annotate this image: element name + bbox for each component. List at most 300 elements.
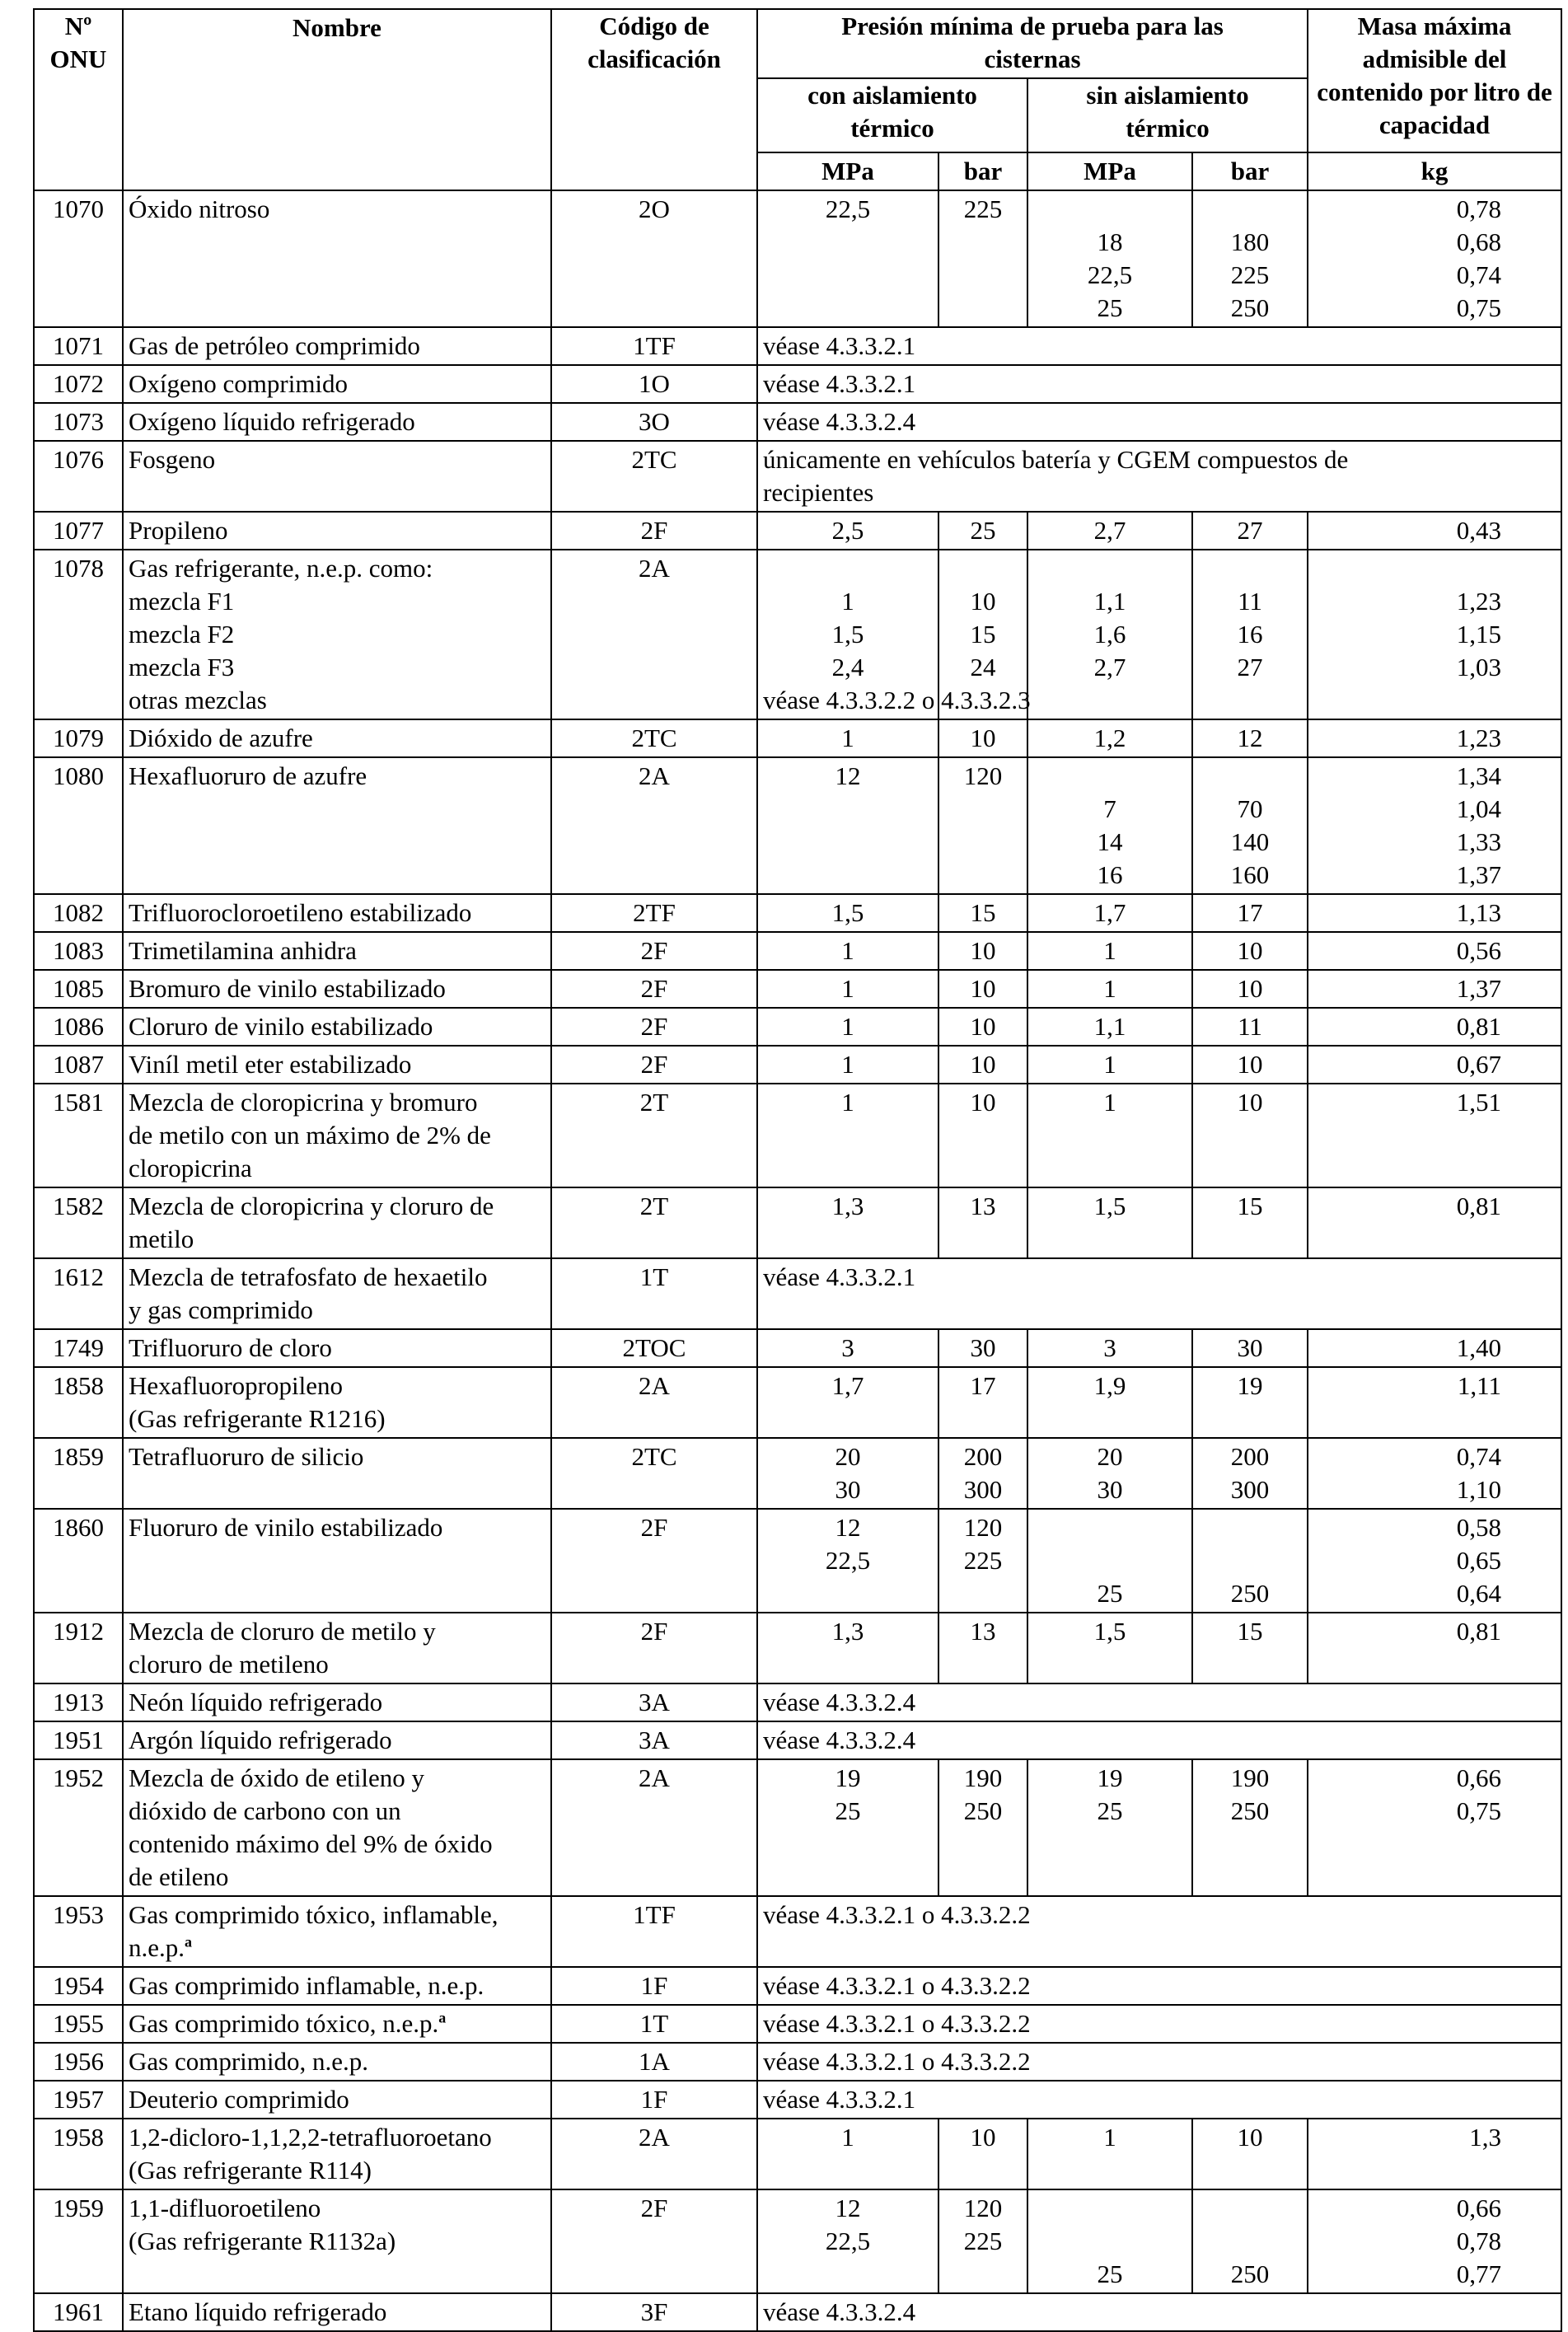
un-number: 1749 <box>34 1329 123 1367</box>
bar-without-insulation-line: 250 <box>1230 293 1270 322</box>
bar-with-insulation <box>938 1438 1027 1509</box>
bar-without-insulation <box>1192 512 1308 550</box>
max-mass-kg <box>1308 719 1561 757</box>
substance-name <box>123 970 551 1008</box>
substance-name <box>123 2189 551 2293</box>
mpa-without-insulation-line: 1,9 <box>1093 1371 1126 1400</box>
un-number: 1912 <box>34 1613 123 1683</box>
substance-name-line: Gas comprimido tóxico, inflamable, <box>129 1900 498 1929</box>
max-mass-kg-line: 0,74 <box>1456 260 1501 289</box>
bar-without-insulation-line <box>1198 1511 1302 1544</box>
substance-name-line: contenido máximo del 9% de óxido <box>129 1829 493 1858</box>
table-row <box>34 1721 1561 1759</box>
max-mass-kg-line: 0,78 <box>1456 2227 1501 2255</box>
reference-note-line: recipientes <box>763 478 874 507</box>
table-row <box>34 327 1561 365</box>
bar-without-insulation <box>1192 1613 1308 1683</box>
substance-name-line: 1,1-difluoroetileno <box>129 2194 321 2222</box>
classification-code: 2T <box>551 1084 757 1187</box>
bar-without-insulation-line: 10 <box>1237 2123 1263 2152</box>
substance-name-line: dióxido de carbono con un <box>129 1796 401 1825</box>
un-number: 1954 <box>34 1967 123 2005</box>
max-mass-kg-line: 0,66 <box>1456 1763 1501 1792</box>
mpa-without-insulation-line: 2,7 <box>1093 653 1126 681</box>
mpa-without-insulation-line: 1 <box>1103 2123 1116 2152</box>
substance-name-line: Trimetilamina anhidra <box>129 936 357 965</box>
bar-with-insulation-line: 10 <box>970 2123 996 2152</box>
bar-with-insulation-line: 10 <box>970 1012 996 1041</box>
mpa-without-insulation-line <box>1033 2192 1187 2225</box>
substance-name <box>123 1187 551 1258</box>
bar-without-insulation-line <box>1198 2192 1302 2225</box>
document-page <box>33 8 1561 2332</box>
header-name: Nombre <box>123 9 551 190</box>
max-mass-kg-line: 1,10 <box>1456 1475 1501 1504</box>
reference-note <box>757 403 1561 441</box>
bar-with-insulation-line: 30 <box>970 1333 996 1362</box>
substance-name-line: Fluoruro de vinilo estabilizado <box>129 1513 443 1542</box>
bar-with-insulation-line <box>944 552 1022 585</box>
max-mass-kg <box>1308 1367 1561 1438</box>
mpa-with-insulation <box>757 932 938 970</box>
bar-with-insulation <box>938 1367 1027 1438</box>
bar-without-insulation-line: 10 <box>1237 936 1263 965</box>
mpa-with-insulation <box>757 1046 938 1084</box>
max-mass-kg <box>1308 2189 1561 2293</box>
max-mass-kg-line: 0,65 <box>1456 1546 1501 1575</box>
mpa-with-insulation-line: 1 <box>841 587 854 616</box>
un-number: 1951 <box>34 1721 123 1759</box>
mpa-with-insulation-line: 1 <box>841 723 854 752</box>
un-number: 1957 <box>34 2081 123 2119</box>
max-mass-kg-line: 0,43 <box>1456 516 1501 545</box>
mpa-with-insulation <box>757 719 938 757</box>
reference-note-line: únicamente en vehículos batería y CGEM compuestos de <box>763 445 1349 474</box>
classification-code: 1A <box>551 2043 757 2081</box>
bar-without-insulation <box>1192 1084 1308 1187</box>
substance-name-line: Bromuro de vinilo estabilizado <box>129 974 446 1003</box>
bar-without-insulation <box>1192 1046 1308 1084</box>
max-mass-kg-line: 1,51 <box>1456 1088 1501 1117</box>
substance-name <box>123 190 551 327</box>
header-kg: kg <box>1308 152 1561 190</box>
classification-code: 1TF <box>551 327 757 365</box>
mpa-with-insulation-line: 1,5 <box>831 620 864 649</box>
max-mass-kg-line: 0,81 <box>1456 1012 1501 1041</box>
substance-name-line: 1,2-dicloro-1,1,2,2-tetrafluoroetano <box>129 2123 492 2152</box>
mpa-without-insulation <box>1027 190 1192 327</box>
reference-note <box>757 1721 1561 1759</box>
substance-name-line: cloropicrina <box>129 1154 252 1182</box>
substance-name-line: Mezcla de cloropicrina y bromuro <box>129 1088 478 1117</box>
mpa-with-insulation-line: 22,5 <box>825 2227 871 2255</box>
table-row <box>34 1008 1561 1046</box>
substance-name <box>123 403 551 441</box>
substance-name-line: n.e.p.$^a$ <box>129 1933 193 1962</box>
mpa-with-insulation-line <box>763 1577 933 1610</box>
mpa-with-insulation <box>757 1759 938 1896</box>
table-row <box>34 365 1561 403</box>
substance-name <box>123 1759 551 1896</box>
header-pressure: Presión mínima de prueba para las cisternas <box>757 9 1308 78</box>
substance-name <box>123 2119 551 2189</box>
mpa-without-insulation-line: 20 <box>1097 1442 1123 1471</box>
max-mass-kg-line: 0,64 <box>1456 1579 1501 1608</box>
substance-name-line: (Gas refrigerante R114) <box>129 2156 372 2184</box>
substance-name <box>123 932 551 970</box>
table-row <box>34 2119 1561 2189</box>
bar-without-insulation-line: 27 <box>1237 516 1263 545</box>
max-mass-kg <box>1308 1084 1561 1187</box>
mpa-with-insulation-line: 20 <box>835 1442 861 1471</box>
reference-note-line: véase 4.3.3.2.4 <box>763 1688 916 1716</box>
substance-name <box>123 1008 551 1046</box>
table-row <box>34 441 1561 512</box>
header-bar-with: bar <box>938 152 1027 190</box>
mpa-without-insulation-line: 1 <box>1103 1050 1116 1079</box>
bar-with-insulation <box>938 512 1027 550</box>
mpa-with-insulation-line <box>763 292 933 325</box>
classification-code: 2F <box>551 1613 757 1683</box>
bar-with-insulation <box>938 1084 1027 1187</box>
substance-name <box>123 365 551 403</box>
un-number: 1076 <box>34 441 123 512</box>
mpa-with-insulation-line: 12 <box>835 1513 861 1542</box>
table-row <box>34 2043 1561 2081</box>
substance-name <box>123 2293 551 2331</box>
max-mass-kg-line: 1,13 <box>1456 898 1501 927</box>
substance-name <box>123 719 551 757</box>
table-row <box>34 1367 1561 1438</box>
mpa-with-insulation-line: 22,5 <box>825 194 871 223</box>
mpa-with-insulation-line: 1 <box>841 1088 854 1117</box>
reference-note-line: véase 4.3.3.2.1 <box>763 2085 916 2114</box>
max-mass-kg <box>1308 894 1561 932</box>
un-number: 1071 <box>34 327 123 365</box>
bar-without-insulation <box>1192 1008 1308 1046</box>
mpa-with-insulation-line: 1 <box>841 1012 854 1041</box>
un-number: 1079 <box>34 719 123 757</box>
mpa-with-insulation-line <box>763 826 933 859</box>
substance-name <box>123 1329 551 1367</box>
substance-name <box>123 1721 551 1759</box>
classification-code: 2F <box>551 2189 757 2293</box>
un-number: 1958 <box>34 2119 123 2189</box>
substance-name-line: Viníl metil eter estabilizado <box>129 1050 412 1079</box>
reference-note-line: véase 4.3.3.2.1 o 4.3.3.2.2 <box>763 1900 1031 1929</box>
header-bar-without: bar <box>1192 152 1308 190</box>
substance-name-line: mezcla F1 <box>129 587 235 616</box>
bar-with-insulation-line: 13 <box>970 1192 996 1220</box>
bar-with-insulation-line: 120 <box>963 2194 1003 2222</box>
mpa-without-insulation-line: 30 <box>1097 1475 1123 1504</box>
bar-with-insulation-line: 225 <box>963 2227 1003 2255</box>
un-number: 1859 <box>34 1438 123 1509</box>
un-number: 1955 <box>34 2005 123 2043</box>
mpa-with-insulation-line: 1 <box>841 1050 854 1079</box>
mpa-without-insulation-line: 18 <box>1097 227 1123 256</box>
mpa-with-insulation <box>757 2189 938 2293</box>
table-row <box>34 550 1561 719</box>
classification-code: 1F <box>551 2081 757 2119</box>
classification-code: 2T <box>551 1187 757 1258</box>
un-number: 1072 <box>34 365 123 403</box>
mpa-without-insulation <box>1027 757 1192 894</box>
mpa-without-insulation-line: 25 <box>1097 2259 1123 2288</box>
substance-name-line: Gas comprimido tóxico, n.e.p.$^a$ <box>129 2009 447 2038</box>
bar-with-insulation <box>938 719 1027 757</box>
substance-name-line: (Gas refrigerante R1216) <box>129 1404 386 1433</box>
mpa-without-insulation-line: 3 <box>1103 1333 1116 1362</box>
bar-with-insulation <box>938 970 1027 1008</box>
bar-with-insulation <box>938 190 1027 327</box>
bar-with-insulation <box>938 1509 1027 1613</box>
mpa-without-insulation <box>1027 512 1192 550</box>
table-row <box>34 2293 1561 2331</box>
substance-name-line: Mezcla de tetrafosfato de hexaetilo <box>129 1262 488 1291</box>
bar-with-insulation-line: 25 <box>970 516 996 545</box>
mpa-with-insulation <box>757 1329 938 1367</box>
substance-name <box>123 1438 551 1509</box>
mpa-with-insulation <box>757 1438 938 1509</box>
substance-name <box>123 1046 551 1084</box>
reference-note <box>757 1896 1561 1967</box>
reference-note-line: véase 4.3.3.2.1 <box>763 1262 916 1291</box>
classification-code: 2TC <box>551 1438 757 1509</box>
bar-without-insulation <box>1192 2189 1308 2293</box>
mpa-without-insulation-line: 25 <box>1097 1796 1123 1825</box>
table-row <box>34 970 1561 1008</box>
mpa-without-insulation-line: 22,5 <box>1087 260 1133 289</box>
bar-without-insulation <box>1192 1329 1308 1367</box>
table-row <box>34 719 1561 757</box>
bar-with-insulation-line <box>944 1577 1022 1610</box>
table-row <box>34 1258 1561 1329</box>
mpa-without-insulation-line <box>1033 760 1187 793</box>
mpa-without-insulation <box>1027 1509 1192 1613</box>
substance-name <box>123 550 551 719</box>
classification-code: 3A <box>551 1721 757 1759</box>
max-mass-kg-line: 1,37 <box>1456 974 1501 1003</box>
substance-name-line: mezcla F3 <box>129 653 235 681</box>
bar-without-insulation-line: 10 <box>1237 1050 1263 1079</box>
reference-note-line: véase 4.3.3.2.1 <box>763 331 916 360</box>
mpa-with-insulation-line: 2,4 <box>831 653 864 681</box>
header-code: Código de clasificación <box>551 9 757 190</box>
mpa-with-insulation-line: 22,5 <box>825 1546 871 1575</box>
substance-name-line: mezcla F2 <box>129 620 235 649</box>
un-number: 1080 <box>34 757 123 894</box>
mpa-with-insulation-line: 1 <box>841 2123 854 2152</box>
reference-note <box>757 2293 1561 2331</box>
substance-name <box>123 1967 551 2005</box>
bar-with-insulation <box>938 932 1027 970</box>
classification-code: 1F <box>551 1967 757 2005</box>
substance-name-line: Dióxido de azufre <box>129 723 313 752</box>
mpa-without-insulation <box>1027 719 1192 757</box>
substance-name-line: Trifluorocloroetileno estabilizado <box>129 898 472 927</box>
max-mass-kg-line: 1,3 <box>1469 2123 1501 2152</box>
classification-code: 2F <box>551 932 757 970</box>
un-number: 1956 <box>34 2043 123 2081</box>
substance-name <box>123 757 551 894</box>
bar-with-insulation-line: 13 <box>970 1617 996 1646</box>
un-number: 1952 <box>34 1759 123 1896</box>
bar-without-insulation-line: 70 <box>1237 794 1263 823</box>
mpa-without-insulation <box>1027 1187 1192 1258</box>
mpa-without-insulation-line: 1,1 <box>1093 587 1126 616</box>
bar-with-insulation <box>938 1759 1027 1896</box>
mpa-with-insulation <box>757 1187 938 1258</box>
un-number: 1077 <box>34 512 123 550</box>
table-body <box>34 190 1561 2331</box>
substance-name <box>123 2043 551 2081</box>
max-mass-kg-line: 1,33 <box>1456 827 1501 856</box>
un-number: 1582 <box>34 1187 123 1258</box>
max-mass-kg-line: 0,81 <box>1456 1617 1501 1646</box>
bar-without-insulation-line: 16 <box>1237 620 1263 649</box>
max-mass-kg-line: 1,34 <box>1456 761 1501 790</box>
mpa-without-insulation-line: 1 <box>1103 1088 1116 1117</box>
classification-code: 3F <box>551 2293 757 2331</box>
bar-with-insulation-line <box>944 292 1022 325</box>
classification-code: 2TF <box>551 894 757 932</box>
classification-code: 2A <box>551 757 757 894</box>
mpa-with-insulation-line <box>763 793 933 826</box>
bar-with-insulation-line: 15 <box>970 620 996 649</box>
mpa-with-insulation-line: 12 <box>835 2194 861 2222</box>
reference-note <box>757 1258 1561 1329</box>
max-mass-kg <box>1308 550 1561 719</box>
substance-name-line: Oxígeno comprimido <box>129 369 349 398</box>
max-mass-kg <box>1308 1438 1561 1509</box>
classification-code: 1T <box>551 1258 757 1329</box>
mpa-without-insulation <box>1027 1046 1192 1084</box>
mpa-with-insulation <box>757 894 938 932</box>
footnote-marker: a <box>185 1933 193 1950</box>
bar-without-insulation-line: 15 <box>1237 1192 1263 1220</box>
reference-note-line: véase 4.3.3.2.1 o 4.3.3.2.2 <box>763 2009 1031 2038</box>
substance-name <box>123 1084 551 1187</box>
max-mass-kg-line: 0,58 <box>1456 1513 1501 1542</box>
substance-name-line: Óxido nitroso <box>129 194 270 223</box>
bar-with-insulation-line <box>944 2258 1022 2291</box>
mpa-without-insulation <box>1027 932 1192 970</box>
bar-with-insulation-line: 15 <box>970 898 996 927</box>
reference-note-line: véase 4.3.3.2.4 <box>763 2297 916 2326</box>
un-number: 1083 <box>34 932 123 970</box>
substance-name <box>123 1683 551 1721</box>
mpa-without-insulation <box>1027 1613 1192 1683</box>
mpa-without-insulation-line: 14 <box>1097 827 1123 856</box>
max-mass-kg-line: 1,23 <box>1456 723 1501 752</box>
max-mass-kg <box>1308 2119 1561 2189</box>
bar-without-insulation-line: 160 <box>1230 860 1270 889</box>
un-number: 1961 <box>34 2293 123 2331</box>
mpa-without-insulation-line: 25 <box>1097 293 1123 322</box>
max-mass-kg-line: 0,67 <box>1456 1050 1501 1079</box>
mpa-with-insulation-line <box>763 259 933 292</box>
substance-name-line: Mezcla de cloruro de metilo y <box>129 1617 436 1646</box>
max-mass-kg-line: 0,74 <box>1456 1442 1501 1471</box>
max-mass-kg <box>1308 190 1561 327</box>
un-number: 1953 <box>34 1896 123 1967</box>
mpa-with-insulation <box>757 1084 938 1187</box>
reference-note-line: véase 4.3.3.2.4 <box>763 407 916 436</box>
classification-code: 2A <box>551 1759 757 1896</box>
substance-name-line: otras mezclas <box>129 686 267 714</box>
bar-with-insulation-line: 10 <box>970 1050 996 1079</box>
mpa-with-insulation-line: 1 <box>841 974 854 1003</box>
bar-without-insulation-line: 225 <box>1230 260 1270 289</box>
bar-without-insulation-line: 17 <box>1237 898 1263 927</box>
bar-without-insulation-line: 250 <box>1230 1796 1270 1825</box>
mpa-without-insulation-line <box>1033 1544 1187 1577</box>
substance-name-line: Deuterio comprimido <box>129 2085 349 2114</box>
bar-with-insulation <box>938 1187 1027 1258</box>
bar-with-insulation <box>938 894 1027 932</box>
classification-code: 1TF <box>551 1896 757 1967</box>
mpa-with-insulation <box>757 190 938 327</box>
mpa-with-insulation <box>757 1509 938 1613</box>
substance-name <box>123 441 551 512</box>
substance-name-line: de etileno <box>129 1862 229 1891</box>
table-row <box>34 894 1561 932</box>
bar-without-insulation-line: 140 <box>1230 827 1270 856</box>
bar-with-insulation <box>938 1613 1027 1683</box>
mpa-with-insulation-line: 30 <box>835 1475 861 1504</box>
max-mass-kg <box>1308 970 1561 1008</box>
bar-without-insulation <box>1192 757 1308 894</box>
bar-with-insulation-line: 10 <box>970 974 996 1003</box>
substance-name-line: Cloruro de vinilo estabilizado <box>129 1012 433 1041</box>
table-row <box>34 1759 1561 1896</box>
bar-without-insulation <box>1192 1438 1308 1509</box>
table-row <box>34 2005 1561 2043</box>
reference-note-line: véase 4.3.3.2.1 o 4.3.3.2.2 <box>763 2047 1031 2076</box>
footnote-marker: a <box>438 2009 447 2026</box>
mpa-without-insulation-line: 1 <box>1103 936 1116 965</box>
classification-code: 1T <box>551 2005 757 2043</box>
bar-without-insulation-line <box>1198 2225 1302 2258</box>
bar-with-insulation-line: 120 <box>963 761 1003 790</box>
table-row <box>34 932 1561 970</box>
mpa-without-insulation <box>1027 1008 1192 1046</box>
mpa-with-insulation-line: 1,3 <box>831 1192 864 1220</box>
classification-code: 2TC <box>551 441 757 512</box>
mpa-with-insulation-line: 1,7 <box>831 1371 864 1400</box>
bar-with-insulation <box>938 1329 1027 1367</box>
bar-with-insulation-line: 10 <box>970 1088 996 1117</box>
substance-name-line: (Gas refrigerante R1132a) <box>129 2227 396 2255</box>
substance-name-line: Neón líquido refrigerado <box>129 1688 383 1716</box>
bar-without-insulation <box>1192 190 1308 327</box>
mpa-with-insulation-line <box>763 552 933 585</box>
bar-without-insulation-line: 12 <box>1237 723 1263 752</box>
max-mass-kg-line: 0,75 <box>1456 1796 1501 1825</box>
substance-name-line: Trifluoruro de cloro <box>129 1333 332 1362</box>
mpa-without-insulation-line: 1,6 <box>1093 620 1126 649</box>
bar-with-insulation <box>938 2119 1027 2189</box>
classification-code: 2F <box>551 512 757 550</box>
bar-without-insulation-line: 30 <box>1237 1333 1263 1362</box>
bar-with-insulation-line: 300 <box>963 1475 1003 1504</box>
un-number: 1073 <box>34 403 123 441</box>
un-number: 1959 <box>34 2189 123 2293</box>
bar-with-insulation-line: 17 <box>970 1371 996 1400</box>
gas-tank-table <box>33 8 1562 2332</box>
mpa-without-insulation-line: 7 <box>1103 794 1116 823</box>
